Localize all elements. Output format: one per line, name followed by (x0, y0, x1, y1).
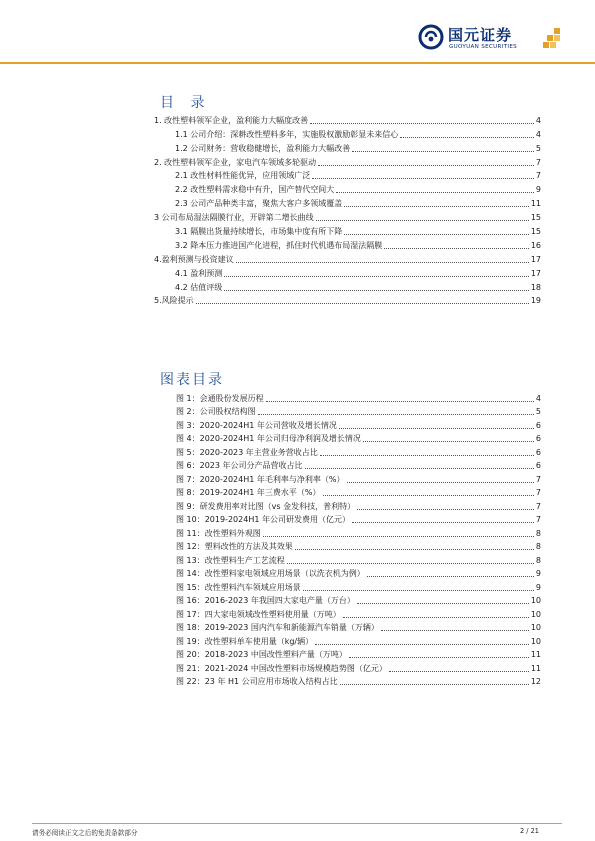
figure-entry-text: 图 9：研发费用率对比图（vs 金发科技，普利特） (176, 501, 356, 511)
dot-leader (196, 302, 529, 304)
dot-leader (316, 219, 529, 221)
toc-entry-text: 1.1 公司介绍：深耕改性塑料多年，实施股权激励彰显未来信心 (175, 129, 399, 139)
figure-entry[interactable] (154, 620, 541, 634)
dot-leader (352, 150, 534, 152)
figure-entry-page: 9 (535, 582, 541, 592)
figure-entry-page: 7 (535, 515, 541, 524)
dot-leader (312, 177, 534, 179)
toc-entry[interactable] (154, 195, 541, 209)
toc-entry-page: 9 (535, 185, 541, 195)
figure-entry[interactable] (154, 647, 541, 661)
dot-leader (263, 535, 534, 537)
toc-entry[interactable] (154, 293, 541, 307)
figure-entry-page: 6 (535, 461, 541, 470)
figure-entry[interactable] (154, 525, 541, 539)
toc-entry[interactable] (154, 181, 541, 195)
dot-leader (357, 508, 534, 510)
figure-entry-text: 图 7：2020-2024H1 年毛利率与净利率（%） (176, 474, 345, 484)
figure-entry-text: 图 21：2021-2024 中国改性塑料市场规模趋势图（亿元） (176, 663, 387, 673)
toc-entry[interactable] (154, 279, 541, 293)
figure-entry[interactable] (154, 498, 541, 512)
dot-leader (340, 683, 529, 685)
toc-title: 目 录 (160, 95, 211, 111)
toc-entry-page: 19 (530, 296, 541, 306)
figure-entry-page: 7 (535, 501, 541, 511)
toc-entry-text: 5.风险提示 (154, 296, 194, 306)
figure-entry-text: 图 20：2018-2023 中国改性塑料产量（万吨） (176, 650, 347, 659)
dot-leader (349, 656, 529, 658)
dot-leader (266, 400, 534, 402)
toc-entry-text: 2.2 改性塑料需求稳中有升，国产替代空间大 (175, 185, 335, 195)
company-logo (418, 22, 578, 58)
figure-entry[interactable] (154, 566, 541, 580)
toc-entry-page: 17 (530, 268, 541, 278)
dot-leader (315, 643, 529, 645)
figure-entry-text: 图 15：改性塑料汽车领域应用场景 (176, 582, 301, 592)
figure-entry-page: 8 (535, 555, 541, 565)
figure-entry-text: 图 22：23 年 H1 公司应用市场收入结构占比 (176, 677, 338, 686)
figure-entry-page: 7 (535, 488, 541, 497)
figures-list (154, 390, 541, 687)
figure-entry-page: 10 (530, 609, 541, 619)
dot-leader (224, 275, 529, 277)
toc-entry-page: 15 (530, 227, 541, 237)
dot-leader (381, 629, 529, 631)
toc-entry-page: 4 (535, 129, 541, 139)
toc-entry-page: 7 (535, 157, 541, 167)
figure-entry-text: 图 10：2019-2024H1 年公司研发费用（亿元） (176, 515, 350, 524)
dot-leader (295, 548, 534, 550)
toc-entry-page: 16 (530, 240, 541, 250)
figure-entry[interactable] (154, 444, 541, 458)
toc-entry[interactable] (154, 237, 541, 251)
figure-entry-page: 8 (535, 542, 541, 551)
figure-entry-text: 图 18：2019-2023 国内汽车和新能源汽车销量（万辆） (176, 623, 379, 632)
dot-leader (305, 467, 534, 469)
logo-squares-icon (543, 28, 563, 52)
figures-title: 图表目录 (160, 372, 224, 388)
dot-leader (310, 122, 534, 124)
dot-leader (303, 589, 534, 591)
toc-entry-page: 4 (535, 115, 541, 125)
dot-leader (352, 521, 534, 523)
figure-entry[interactable] (154, 633, 541, 647)
page-number: 2 / 21 (520, 827, 539, 835)
figure-entry-text: 图 1：会通股份发展历程 (176, 393, 264, 403)
toc-entry-page: 7 (535, 171, 541, 181)
figure-entry-page: 6 (535, 420, 541, 430)
figure-entry[interactable] (154, 660, 541, 674)
figure-entry-page: 6 (535, 434, 541, 443)
toc-entry[interactable] (154, 265, 541, 279)
toc-entry-page: 15 (530, 213, 541, 223)
dot-leader (389, 670, 529, 672)
figure-entry-page: 10 (530, 623, 541, 632)
footer-disclaimer: 请务必阅读正文之后的免责条款部分 (32, 829, 138, 837)
figure-entry[interactable] (154, 539, 541, 553)
figure-entry-page: 6 (535, 447, 541, 457)
header-divider (0, 62, 595, 64)
dot-leader (344, 205, 529, 207)
figure-entry-text: 图 8：2019-2024H1 年三费水平（%） (176, 488, 321, 497)
figure-entry-text: 图 12：塑料改性的方法及其效果 (176, 542, 293, 551)
toc-entry-text: 4.1 盈利预测 (175, 268, 223, 278)
toc-entry[interactable] (154, 140, 541, 154)
figure-entry-page: 4 (535, 393, 541, 403)
figure-entry-text: 图 6：2023 年公司分产品营收占比 (176, 461, 303, 470)
figure-entry-page: 8 (535, 528, 541, 538)
toc-entry-text: 2. 改性塑料领军企业，家电汽车领域多轮驱动 (154, 157, 317, 167)
dot-leader (400, 136, 534, 138)
toc-entry-text: 3 公司布局湿法隔膜行业，开辟第二增长曲线 (154, 213, 314, 223)
figure-entry[interactable] (154, 674, 541, 688)
dot-leader (320, 454, 534, 456)
dot-leader (343, 616, 529, 618)
figure-entry[interactable] (154, 593, 541, 607)
figure-entry-page: 10 (530, 636, 541, 646)
toc-entry-text: 4.盈利预测与投资建议 (154, 254, 234, 264)
figure-entry-text: 图 11：改性塑料外观图 (176, 528, 261, 538)
figure-entry-text: 图 16：2016-2023 年我国四大家电产量（万台） (176, 596, 355, 605)
figure-entry-page: 12 (530, 677, 541, 686)
logo-chinese-name: 国元证券 (448, 26, 513, 44)
figure-entry[interactable] (154, 552, 541, 566)
figure-entry-text: 图 14：改性塑料家电领域应用场景（以洗衣机为例） (176, 569, 365, 578)
figure-entry-text: 图 5：2020-2023 年主营业务营收占比 (176, 447, 318, 457)
figure-entry-text: 图 17：四大家电领域改性塑料使用量（万吨） (176, 609, 341, 619)
footer-divider (32, 823, 562, 824)
dot-leader (347, 481, 534, 483)
dot-leader (287, 562, 534, 564)
figure-entry[interactable] (154, 431, 541, 445)
toc-entry[interactable] (154, 112, 541, 126)
guoyuan-logo-icon (418, 24, 444, 50)
figure-entry-page: 9 (535, 569, 541, 578)
toc-entry-text: 1.2 公司财务：营收稳健增长，盈利能力大幅改善 (175, 143, 351, 153)
dot-leader (363, 440, 534, 442)
toc-entry[interactable] (154, 251, 541, 265)
figure-entry-page: 5 (535, 407, 541, 416)
dot-leader (367, 575, 534, 577)
figure-entry-text: 图 19：改性塑料单车使用量（kg/辆） (176, 636, 314, 646)
figure-entry-text: 图 3：2020-2024H1 年公司营收及增长情况 (176, 420, 337, 430)
figure-entry[interactable] (154, 606, 541, 620)
figure-entry[interactable] (154, 579, 541, 593)
dot-leader (336, 191, 534, 193)
figure-entry[interactable] (154, 485, 541, 499)
logo-english-name: GUOYUAN SECURITIES (449, 44, 517, 50)
figure-entry[interactable] (154, 458, 541, 472)
dot-leader (384, 247, 529, 249)
figure-entry[interactable] (154, 417, 541, 431)
dot-leader (258, 413, 534, 415)
toc-entry-text: 4.2 估值评级 (175, 282, 223, 292)
toc-entry[interactable] (154, 223, 541, 237)
toc-entry-text: 3.2 降本压力推进国产化进程，抓住时代机遇布局湿法隔膜 (175, 240, 383, 250)
figure-entry[interactable] (154, 471, 541, 485)
dot-leader (224, 289, 529, 291)
toc-entry-page: 5 (535, 143, 541, 153)
figure-entry-text: 图 13：改性塑料生产工艺流程 (176, 555, 285, 565)
dot-leader (318, 164, 534, 166)
toc-entry-page: 17 (530, 254, 541, 264)
toc-entry-text: 2.1 改性材料性能优异，应用领域广泛 (175, 171, 311, 181)
figure-entry-page: 11 (530, 663, 541, 673)
figure-entry[interactable] (154, 390, 541, 404)
figure-entry[interactable] (154, 404, 541, 418)
figure-entry-page: 10 (530, 596, 541, 605)
dot-leader (357, 602, 529, 604)
toc-entry-text: 2.3 公司产品种类丰富，聚焦大客户多领域覆盖 (175, 199, 343, 209)
dot-leader (344, 233, 529, 235)
figure-entry-text: 图 2：公司股权结构图 (176, 407, 256, 416)
toc-entry[interactable] (154, 154, 541, 168)
dot-leader (236, 261, 529, 263)
toc-entry-text: 3.1 隔膜出货量持续增长，市场集中度有所下降 (175, 227, 343, 237)
dot-leader (339, 427, 534, 429)
toc-entry[interactable] (154, 168, 541, 182)
figure-entry[interactable] (154, 512, 541, 526)
toc-entry[interactable] (154, 126, 541, 140)
figure-entry-text: 图 4：2020-2024H1 年公司归母净利润及增长情况 (176, 434, 361, 443)
toc-entry-page: 11 (530, 199, 541, 209)
toc-entry-page: 18 (530, 282, 541, 292)
dot-leader (323, 494, 534, 496)
figure-entry-page: 7 (535, 474, 541, 484)
toc-list (154, 112, 541, 306)
toc-entry[interactable] (154, 209, 541, 223)
figure-entry-page: 11 (530, 650, 541, 659)
toc-entry-text: 1. 改性塑料领军企业，盈利能力大幅度改善 (154, 115, 309, 125)
